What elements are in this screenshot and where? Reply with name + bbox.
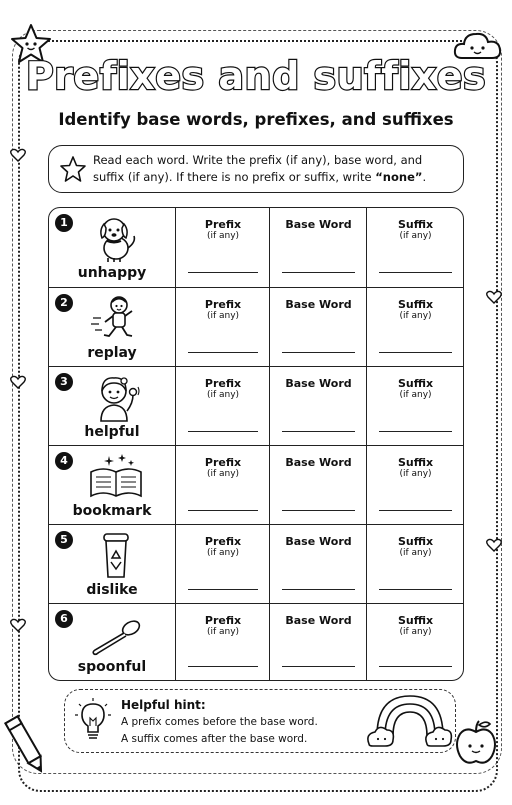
heart-icon <box>10 618 26 632</box>
if-any-label: (if any) <box>399 311 432 321</box>
prefix-cell <box>175 604 270 681</box>
table-row <box>49 208 463 287</box>
prefix-answer-line[interactable] <box>188 589 258 590</box>
if-any-label: (if any) <box>206 390 240 400</box>
base-word-answer-line[interactable] <box>282 666 355 667</box>
prefix-cell <box>175 525 270 604</box>
page-title: Prefixes and suffixes <box>25 54 487 98</box>
suffix-answer-line[interactable] <box>379 431 452 432</box>
base-word-cell <box>269 367 367 446</box>
page-subtitle: Identify base words, prefixes, and suffixes <box>58 110 454 129</box>
base-word-header: Base Word <box>285 456 352 469</box>
suffix-header: Suffix <box>397 298 434 311</box>
lightbulb-icon <box>75 698 111 744</box>
prefix-answer-line[interactable] <box>188 272 258 273</box>
suffix-cell <box>366 604 464 681</box>
star-icon <box>59 155 87 183</box>
base-word-cell <box>269 525 367 604</box>
target-word: spoonful <box>77 659 147 675</box>
base-word-header: Base Word <box>285 298 352 311</box>
prefix-cell <box>175 288 270 367</box>
word-cell <box>49 604 175 681</box>
hint-line-suffix: A suffix comes after the base word. <box>121 733 308 745</box>
base-word-cell <box>269 446 367 525</box>
row-number: 1 <box>55 214 73 232</box>
suffix-header: Suffix <box>397 614 434 627</box>
instructions-text <box>93 152 455 186</box>
suffix-cell <box>366 525 464 604</box>
hint-title: Helpful hint: <box>121 698 206 712</box>
target-word: helpful <box>84 424 140 440</box>
suffix-cell <box>366 208 464 287</box>
row-number: 2 <box>55 294 73 312</box>
hint-line-prefix: A prefix comes before the base word. <box>121 716 318 728</box>
suffix-answer-line[interactable] <box>379 352 452 353</box>
if-any-label: (if any) <box>206 469 240 479</box>
if-any-label: (if any) <box>399 390 432 400</box>
if-any-label: (if any) <box>399 627 432 637</box>
base-word-answer-line[interactable] <box>282 352 355 353</box>
suffix-header: Suffix <box>397 377 434 390</box>
prefix-header: Prefix <box>204 535 242 548</box>
row-number: 4 <box>55 452 73 470</box>
prefix-cell <box>175 446 270 525</box>
suffix-answer-line[interactable] <box>379 589 452 590</box>
base-word-header: Base Word <box>285 614 352 627</box>
instructions-line2: suffix (if any). If there is no prefix or suffix, write <box>93 170 376 184</box>
table-row <box>49 287 463 367</box>
heart-icon <box>486 538 502 552</box>
instructions-period: . <box>422 170 427 184</box>
base-word-answer-line[interactable] <box>282 272 355 273</box>
suffix-answer-line[interactable] <box>379 272 452 273</box>
if-any-label: (if any) <box>206 231 240 241</box>
suffix-header: Suffix <box>397 456 434 469</box>
spoon-icon <box>87 610 145 660</box>
girl-waving-icon <box>87 373 145 423</box>
running-boy-icon <box>87 294 145 344</box>
heart-icon <box>486 290 502 304</box>
prefix-answer-line[interactable] <box>188 666 258 667</box>
base-word-answer-line[interactable] <box>282 589 355 590</box>
hint-box <box>64 689 456 753</box>
instructions-line1: Read each word. Write the prefix (if any), base word, and <box>93 153 423 167</box>
table-row <box>49 445 463 525</box>
instructions-none-word: “none” <box>375 170 423 184</box>
prefix-header: Prefix <box>204 377 242 390</box>
prefix-cell <box>175 208 270 287</box>
row-number: 6 <box>55 610 73 628</box>
target-word: dislike <box>86 582 138 598</box>
suffix-cell <box>366 288 464 367</box>
row-number: 5 <box>55 531 73 549</box>
suffix-answer-line[interactable] <box>379 666 452 667</box>
prefix-answer-line[interactable] <box>188 431 258 432</box>
word-cell <box>49 446 175 525</box>
prefix-header: Prefix <box>204 218 242 231</box>
suffix-answer-line[interactable] <box>379 510 452 511</box>
word-cell <box>49 288 175 367</box>
suffix-header: Suffix <box>397 535 434 548</box>
prefix-cell <box>175 367 270 446</box>
table-row <box>49 366 463 446</box>
if-any-label: (if any) <box>206 311 240 321</box>
if-any-label: (if any) <box>399 548 432 558</box>
row-number: 3 <box>55 373 73 391</box>
heart-icon <box>10 375 26 389</box>
prefix-header: Prefix <box>204 456 242 469</box>
rainbow-icon <box>365 688 455 750</box>
recycle-bin-icon <box>87 531 145 581</box>
prefix-answer-line[interactable] <box>188 352 258 353</box>
word-cell <box>49 208 175 287</box>
word-table <box>48 207 464 681</box>
base-word-cell <box>269 288 367 367</box>
if-any-label: (if any) <box>399 469 432 479</box>
base-word-header: Base Word <box>285 535 352 548</box>
target-word: unhappy <box>77 265 147 281</box>
base-word-header: Base Word <box>285 377 352 390</box>
pencil-icon <box>4 712 48 778</box>
table-row <box>49 524 463 604</box>
prefix-header: Prefix <box>204 614 242 627</box>
base-word-answer-line[interactable] <box>282 431 355 432</box>
prefix-header: Prefix <box>204 298 242 311</box>
if-any-label: (if any) <box>399 231 432 241</box>
base-word-cell <box>269 208 367 287</box>
base-word-header: Base Word <box>285 218 352 231</box>
word-cell <box>49 367 175 446</box>
word-cell <box>49 525 175 604</box>
apple-icon <box>452 718 500 768</box>
instructions-box <box>48 145 464 193</box>
if-any-label: (if any) <box>206 627 240 637</box>
heart-icon <box>10 148 26 162</box>
if-any-label: (if any) <box>206 548 240 558</box>
table-row <box>49 603 463 681</box>
target-word: replay <box>87 345 137 361</box>
prefix-answer-line[interactable] <box>188 510 258 511</box>
target-word: bookmark <box>72 503 152 519</box>
suffix-cell <box>366 446 464 525</box>
suffix-cell <box>366 367 464 446</box>
suffix-header: Suffix <box>397 218 434 231</box>
base-word-cell <box>269 604 367 681</box>
base-word-answer-line[interactable] <box>282 510 355 511</box>
dog-icon <box>87 214 145 264</box>
open-book-icon <box>87 452 145 502</box>
